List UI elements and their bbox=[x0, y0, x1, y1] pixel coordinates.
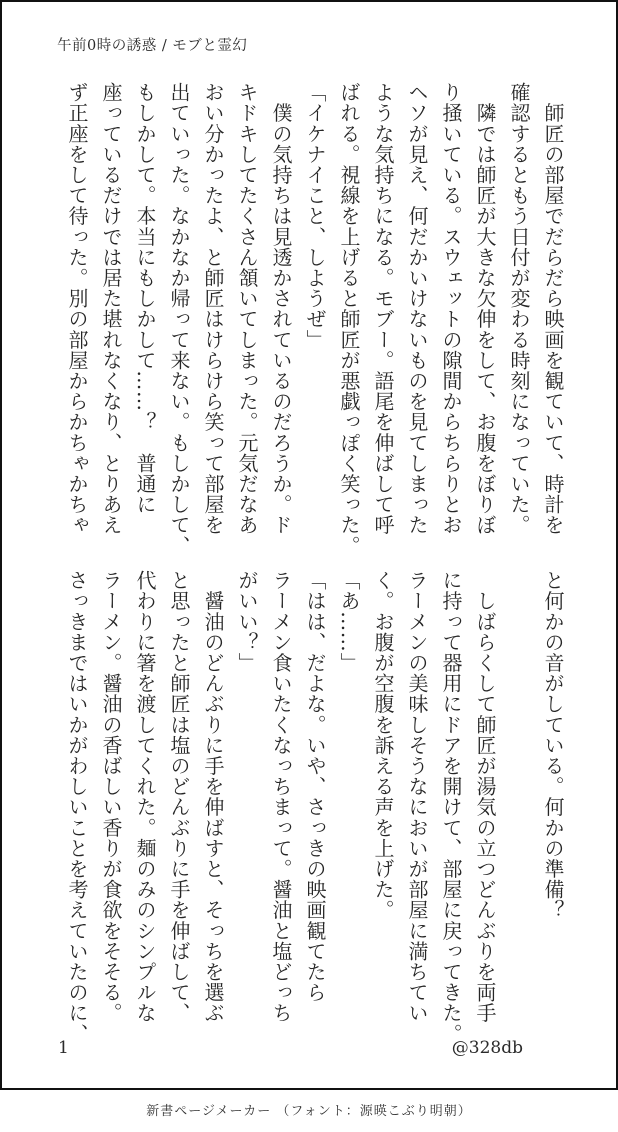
text-column: ラーメンの美味しそうなにおいが部屋に満ちてい bbox=[405, 570, 429, 1024]
text-column: がいい？」 bbox=[235, 570, 259, 673]
text-column: 代わりに箸を渡してくれた。麺のみのシンプルな bbox=[133, 570, 157, 1024]
text-column: ばれる。視線を上げると師匠が悪戯っぽく笑った。 bbox=[337, 82, 361, 556]
text-column: り掻いている。スウェットの隙間からちらりとお bbox=[439, 82, 463, 536]
text-column: 僕の気持ちは見透かされているのだろうか。ド bbox=[269, 82, 293, 536]
text-column: 醤油のどんぶりに手を伸ばすと、そっちを選ぶ bbox=[201, 570, 225, 1024]
page-header-title: 午前0時の誘惑 / モブと霊幻 bbox=[57, 38, 248, 54]
text-column: 座っているだけでは居た堪れなくなり、とりあえ bbox=[99, 82, 123, 536]
text-column: 師匠の部屋でだらだら映画を観ていて、時計を bbox=[541, 82, 565, 536]
text-column: ず正座をして待った。別の部屋からかちゃかちゃ bbox=[65, 82, 89, 536]
text-column: ラーメン。醤油の香ばしい香りが食欲をそそる。 bbox=[99, 570, 123, 1024]
text-column bbox=[508, 570, 529, 1032]
text-column: ラーメン食いたくなっちまって。醤油と塩どっち bbox=[269, 570, 293, 1024]
generator-credit: 新書ページメーカー （フォント：源暎こぶり明朝） bbox=[146, 1104, 472, 1119]
text-column: キドキしてたくさん頷いてしまった。元気だなあ bbox=[235, 82, 259, 536]
text-column: ヘソが見え、何だかいけないものを見てしまった bbox=[405, 82, 429, 536]
text-column: しばらくして師匠が湯気の立つどんぶりを両手 bbox=[473, 570, 497, 1024]
text-column: 隣では師匠が大きな欠伸をして、お腹をぼりぼ bbox=[473, 82, 497, 536]
text-block-top bbox=[65, 82, 565, 556]
text-column: もしかして。本当にもしかして……？ 普通に bbox=[133, 82, 157, 515]
text-column: と何かの音がしている。何かの準備？ bbox=[541, 570, 565, 921]
text-column: く。お腹が空腹を訴える声を上げた。 bbox=[371, 570, 395, 921]
page-number: 1 bbox=[58, 1038, 69, 1058]
text-column: に持って器用にドアを開けて、部屋に戻ってきた。 bbox=[439, 570, 463, 1044]
text-column: さっきまではいかがわしいことを考えていたのに、 bbox=[65, 570, 89, 1044]
text-column: 「あ……」 bbox=[337, 570, 361, 673]
author-handle: @328db bbox=[451, 1038, 523, 1058]
text-column: ような気持ちになる。モブー。語尾を伸ばして呼 bbox=[371, 82, 395, 536]
text-column: おい分かったよ、と師匠はけらけら笑って部屋を bbox=[201, 82, 225, 536]
text-column: 確認するともう日付が変わる時刻になっていた。 bbox=[507, 82, 531, 536]
text-block-bottom bbox=[65, 570, 565, 1044]
text-column: 「イケナイこと、しようぜ」 bbox=[303, 82, 327, 350]
text-column: 出ていった。なかなか帰って来ない。もしかして、 bbox=[167, 82, 191, 556]
text-column: と思ったと師匠は塩のどんぶりに手を伸ばして、 bbox=[167, 570, 191, 1024]
text-column: 「はは、だよな。いや、さっきの映画観てたら bbox=[303, 570, 327, 1003]
